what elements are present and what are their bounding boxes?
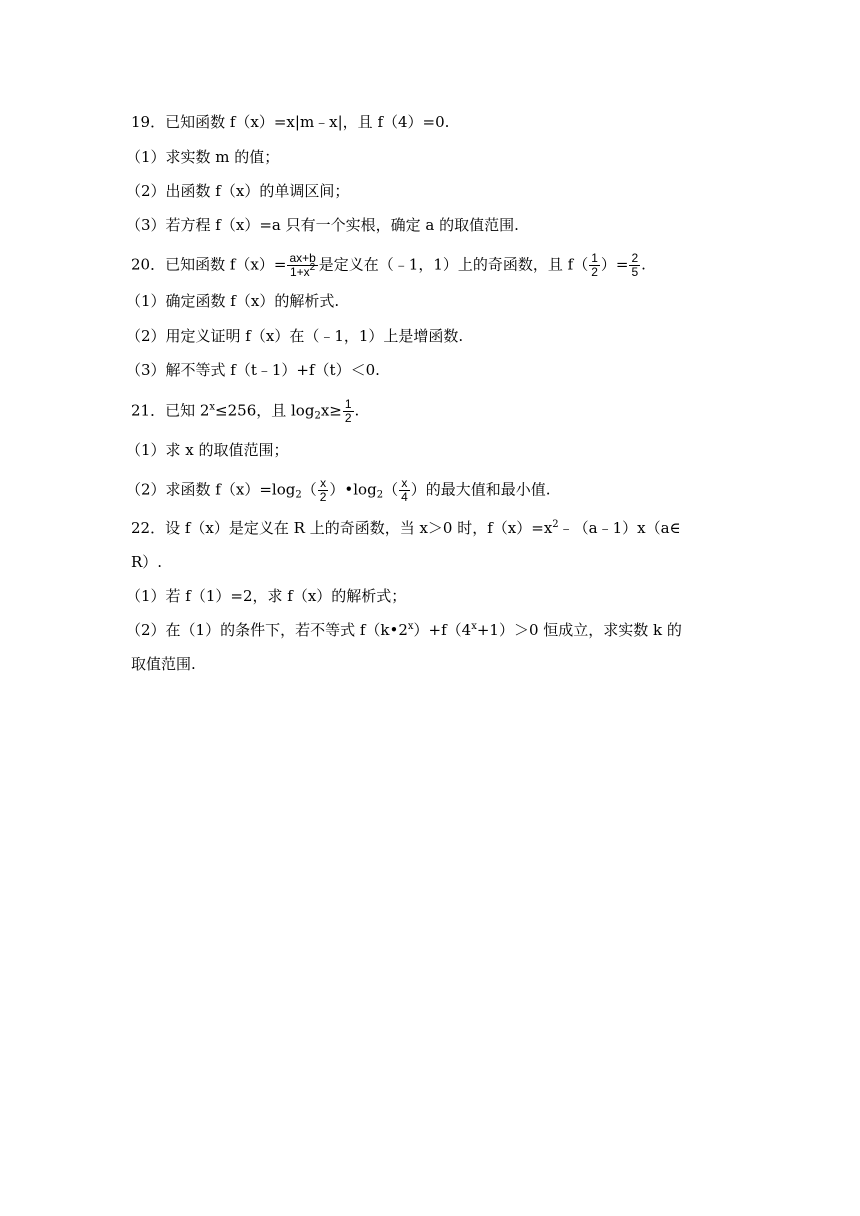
q21-part2-fraction-x-over-2 (318, 477, 329, 504)
q21-part2-frac1-denominator: 2 (319, 490, 327, 504)
q20-fraction-two-fifths (629, 252, 640, 279)
q21-part2-text-b: （ (301, 480, 317, 499)
q20-half-numerator: 1 (591, 251, 598, 265)
q21-stem-text-d: . (354, 401, 360, 420)
q20-half-denominator: 2 (591, 265, 598, 279)
q20-part1: （1）确定函数 f（x）的解析式. (126, 292, 340, 310)
q20-stem-text-c: ）= (600, 255, 629, 274)
q21-part2-text-c: ）•log (329, 480, 377, 499)
q22-part2-line2: 取值范围. (131, 655, 196, 673)
q21-part2-text-d: （ (383, 480, 399, 499)
q20-stem-text-d: . (641, 255, 646, 274)
q21-part2-text-a: （2）求函数 f（x）=log (126, 480, 296, 499)
q22-part2-exponent-2: x (471, 621, 477, 632)
q22-part2-text-a: （2）在（1）的条件下，若不等式 f（k•2 (126, 621, 408, 639)
q20-denominator-base: 1+x (289, 265, 310, 279)
q20-stem-text-b: 是定义在（﹣1，1）上的奇函数，且 f（ (318, 255, 589, 274)
q21-part1: （1）求 x 的取值范围； (126, 441, 289, 459)
q19-stem: 19．已知函数 f（x）=x|m﹣x|，且 f（4）=0. (131, 113, 450, 131)
q21-part2-frac1-numerator: x (318, 477, 329, 491)
q20-fraction-half (589, 252, 600, 279)
q20-stem-text-a: 20．已知函数 f（x）= (131, 255, 287, 274)
q22-exponent-2: 2 (552, 519, 559, 530)
q21-stem (131, 398, 359, 425)
q20-stem (131, 252, 646, 279)
q21-part2-log-base-2: 2 (376, 489, 384, 501)
q22-part1: （1）若 f（1）=2，求 f（x）的解析式； (126, 587, 407, 605)
q20-two-fifths-numerator: 2 (631, 251, 639, 265)
q21-half-numerator: 1 (344, 397, 352, 411)
q22-stem-line2: R）. (131, 553, 163, 571)
q22-stem-line1 (131, 518, 681, 538)
q21-part2-text-e: ）的最大值和最小值. (410, 480, 551, 499)
q21-stem-text-b: ≤256，且 log (215, 401, 315, 420)
q22-part2-text-c: +1）＞0 恒成立，求实数 k 的 (476, 621, 682, 639)
q20-two-fifths-denominator: 5 (631, 265, 639, 279)
q21-log-base: 2 (314, 410, 321, 422)
q21-part2-frac2-numerator: x (399, 477, 410, 491)
q21-half-denominator: 2 (344, 411, 352, 425)
q21-stem-text-a: 21．已知 2 (131, 401, 210, 420)
q20-denominator-exponent: 2 (309, 262, 316, 273)
q22-stem-text-b: ﹣（a﹣1）x（a∈ (558, 519, 681, 537)
q22-part2-exponent-1: x (407, 621, 414, 632)
q19-part1: （1）求实数 m 的值； (126, 148, 280, 166)
q20-fraction-formula (287, 252, 317, 279)
q20-part3: （3）解不等式 f（t﹣1）+f（t）＜0. (126, 361, 380, 379)
q20-part2: （2）用定义证明 f（x）在（﹣1，1）上是增函数. (126, 327, 464, 345)
q22-stem-text-a: 22．设 f（x）是定义在 R 上的奇函数，当 x＞0 时，f（x）=x (131, 519, 553, 537)
q21-fraction-half (343, 398, 354, 425)
q22-part2-line1 (126, 620, 682, 640)
q20-fraction-formula-denominator (287, 262, 317, 279)
q19-part3: （3）若方程 f（x）=a 只有一个实根，确定 a 的取值范围. (126, 216, 519, 234)
q21-part2 (126, 477, 551, 504)
q19-part2: （2）出函数 f（x）的单调区间； (126, 182, 350, 200)
q21-part2-fraction-x-over-4 (399, 477, 410, 504)
q21-stem-text-c: x≥ (320, 401, 342, 420)
q21-exponent-x: x (209, 401, 216, 413)
q21-part2-log-base-1: 2 (295, 489, 302, 501)
q22-part2-text-b: ）+f（4 (413, 621, 472, 639)
q20-fraction-formula-numerator: ax+b (289, 251, 316, 265)
q21-part2-frac2-denominator: 4 (401, 490, 408, 504)
